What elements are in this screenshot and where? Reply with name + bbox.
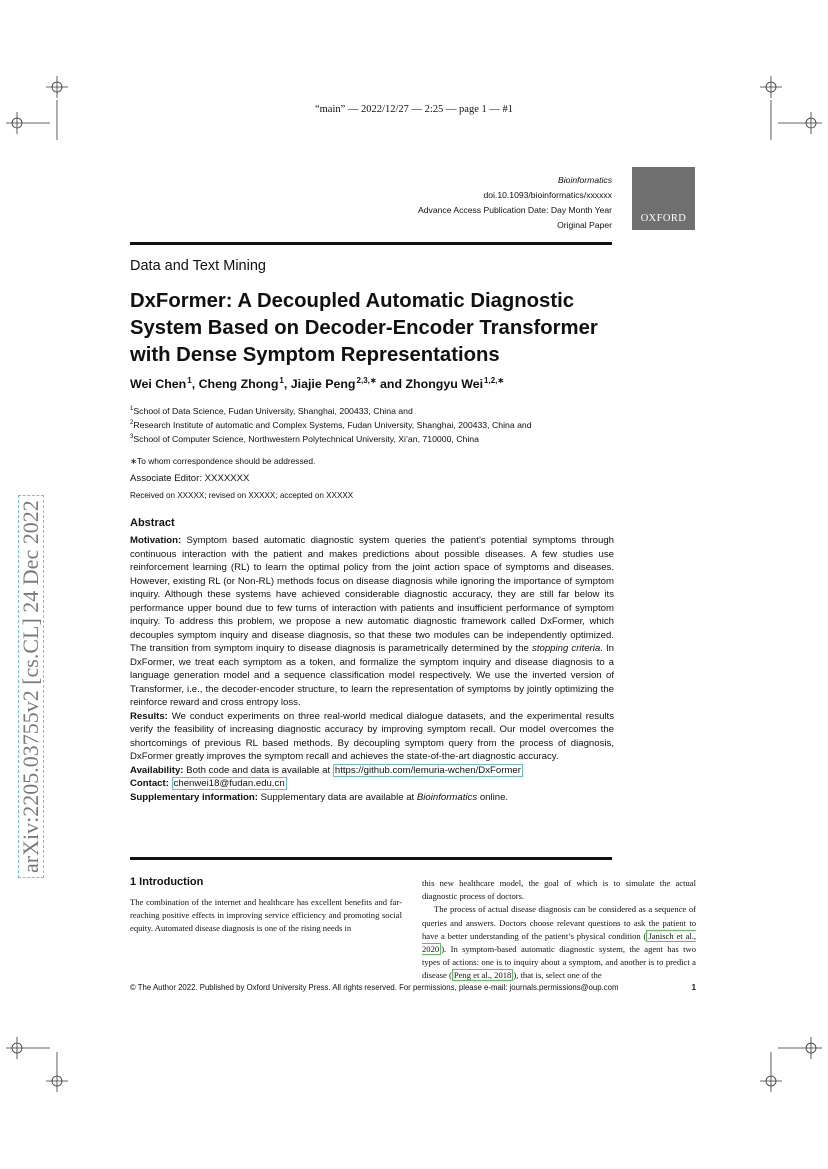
- copyright-notice: © The Author 2022. Published by Oxford University Press. All rights reserved. For permissions, please e-mail: journals.permissions@oup.com: [130, 983, 619, 992]
- correspondence-note: ∗To whom correspondence should be addressed.: [130, 456, 316, 466]
- received-dates: Received on XXXXX; revised on XXXXX; accepted on XXXXX: [130, 491, 354, 500]
- supplementary-journal: Bioinformatics: [416, 791, 478, 803]
- author-name: Cheng Zhong: [198, 377, 279, 392]
- affiliation-text: School of Computer Science, Northwestern Polytechnical University, Xi’an, 710000, China: [133, 434, 479, 444]
- intro-paragraph: The combination of the internet and healthcare has excellent benefits and far-reaching positive effects in improving service efficiency and promoting social equity. Automated disease diagnosis is one of the rising needs in: [130, 897, 402, 934]
- affiliation-number: 2: [130, 420, 134, 427]
- running-header: “main” — 2022/12/27 — 2:25 — page 1 — #1: [314, 104, 513, 115]
- journal-doi: doi.10.1093/bioinformatics/xxxxxx: [483, 190, 612, 200]
- citation-link[interactable]: Janisch et al., 2020: [422, 930, 696, 955]
- page-footer: [130, 983, 696, 992]
- header-rule: [130, 242, 612, 245]
- author-affiliation-mark: 1,2,∗: [484, 376, 505, 385]
- affiliation-number: 1: [130, 406, 134, 413]
- author-name: Jiajie Peng: [290, 377, 356, 392]
- affiliation: [130, 406, 413, 416]
- intro-paragraph: this new healthcare model, the goal of which is to simulate the actual diagnostic process of doctors.: [422, 878, 696, 902]
- motivation-text-cont: . In DxFormer, we treat each symptom as a token, and formalize the symptom inquiry and disease diagnosis to a language generation model and a sequence classification model respectively. We use the inverted version of Transformer, i.e., the decoder-encoder structure, to learn the representation of symptoms by jointly optimizing the reinforce reward and cross entropy loss.: [130, 643, 614, 708]
- supplementary-label: Supplementary information:: [130, 791, 258, 803]
- motivation-italic: stopping criteria: [532, 643, 601, 654]
- author-affiliation-mark: 2,3,∗: [356, 376, 377, 385]
- intro-text: ), that is, select one of the: [513, 970, 602, 981]
- journal-paper-type: Original Paper: [557, 220, 612, 230]
- abstract-heading: Abstract: [130, 517, 175, 529]
- author-separator: and: [376, 377, 406, 392]
- motivation-text: Symptom based automatic diagnostic system queries the patient’s potential symptoms through continuous interaction with the patient and makes predictions about possible diseases. A few studies use reinforcement learning (RL) to learn the optimal policy from the joint action space of symptoms and diseases. However, existing RL (or Non-RL) methods focus on disease diagnosis while ignoring the importance of symptom inquiry. Although these systems have achieved considerable diagnostic accuracy, they are still far below its performance upper bound due to few turns of interaction with patients and insufficient performance of symptom inquiry. To address this problem, we propose a new automatic diagnostic framework called DxFormer, which decouples symptom inquiry and disease diagnosis, so that these two modules can be independently optimized. The transition from symptom inquiry to disease diagnosis is parametrically determined by the: [130, 535, 615, 654]
- page-number: 1: [691, 983, 696, 992]
- affiliation: [130, 420, 532, 430]
- intro-text: The process of actual disease diagnosis can be considered as a sequence of queries and answers. Doctors choose relevant questions to ask the patient to have a better understanding of the patient’s physical condition (: [422, 904, 696, 941]
- contact-email-link[interactable]: chenwei18@fudan.edu.cn: [173, 778, 285, 789]
- author-name: Zhongyu Wei: [405, 377, 484, 392]
- paper-title: DxFormer: A Decoupled Automatic Diagnostic System Based on Decoder-Encoder Transformer with Dense Symptom Representations: [130, 290, 598, 366]
- arxiv-stamp-text[interactable]: arXiv:2205.03755v2 [cs.CL] 24 Dec 2022: [18, 495, 44, 878]
- contact-label: Contact:: [130, 778, 169, 789]
- author-name: Wei Chen: [130, 377, 187, 392]
- abstract-results: [130, 710, 614, 764]
- associate-editor: Associate Editor: XXXXXXX: [130, 473, 250, 484]
- github-link[interactable]: https://github.com/lemuria-wchen/DxFormer: [334, 764, 521, 776]
- affiliation-number: 3: [130, 434, 134, 441]
- availability-text: Both code and data is available at: [186, 764, 331, 776]
- intro-column-left: [130, 896, 402, 936]
- crop-mark-top-left-outer: [6, 112, 28, 134]
- affiliation: [130, 434, 479, 444]
- oxford-logo-text: OXFORD: [640, 213, 687, 224]
- section-label: Data and Text Mining: [130, 258, 266, 274]
- journal-name: Bioinformatics: [558, 175, 612, 185]
- intro-text: ). In symptom-based automatic diagnostic system, the agent has two types of actions: one is to inquiry about a symptom, and another is to predict a disease (: [422, 944, 696, 981]
- crop-mark-top-right: [760, 76, 782, 98]
- affiliation-text: Research Institute of automatic and Complex Systems, Fudan University, Shanghai, 200433, China and: [133, 420, 532, 430]
- author-list: [130, 376, 504, 391]
- introduction-heading: 1 Introduction: [130, 876, 204, 888]
- results-text: We conduct experiments on three real-world medical dialogue datasets, and the experimental results verify the feasibility of increasing diagnostic accuracy by improving symptom recall. Our model overcomes the shortcomings of previous RL based methods. By decoupling symptom query from the process of diagnosis, DxFormer greatly improves the symptom recall and achieves the state-of-the-art diagnostic accuracy.: [130, 710, 614, 762]
- intro-column-right: [422, 877, 696, 983]
- abstract-motivation: [130, 534, 614, 710]
- citation-link[interactable]: Peng et al., 2018: [453, 970, 512, 981]
- abstract-supplementary: [130, 791, 614, 805]
- crop-mark-bottom-left: [6, 1037, 28, 1059]
- author-separator: ,: [191, 377, 199, 392]
- abstract-availability: [130, 764, 614, 778]
- author-affiliation-mark: 1: [187, 376, 192, 385]
- affiliation-text: School of Data Science, Fudan University, Shanghai, 200433, China and: [133, 406, 413, 416]
- abstract-body: [130, 534, 614, 804]
- results-label: Results:: [130, 710, 168, 722]
- supplementary-text-cont: online.: [479, 791, 509, 803]
- oxford-logo: [632, 167, 695, 230]
- crop-mark-bottom-left-inner: [46, 1052, 68, 1074]
- abstract-contact: [130, 777, 614, 791]
- crop-mark-bottom-right-inner: [760, 1052, 782, 1074]
- author-separator: ,: [283, 377, 291, 392]
- journal-meta: [418, 173, 612, 233]
- motivation-label: Motivation:: [130, 535, 182, 546]
- availability-label: Availability:: [130, 764, 184, 776]
- supplementary-text: Supplementary data are available at: [260, 791, 415, 803]
- author-affiliation-mark: 1: [279, 376, 284, 385]
- abstract-rule: [130, 857, 612, 860]
- intro-paragraph: [422, 903, 696, 982]
- crop-mark-top-left: [46, 76, 68, 98]
- journal-access-date: Advance Access Publication Date: Day Month Year: [418, 205, 612, 215]
